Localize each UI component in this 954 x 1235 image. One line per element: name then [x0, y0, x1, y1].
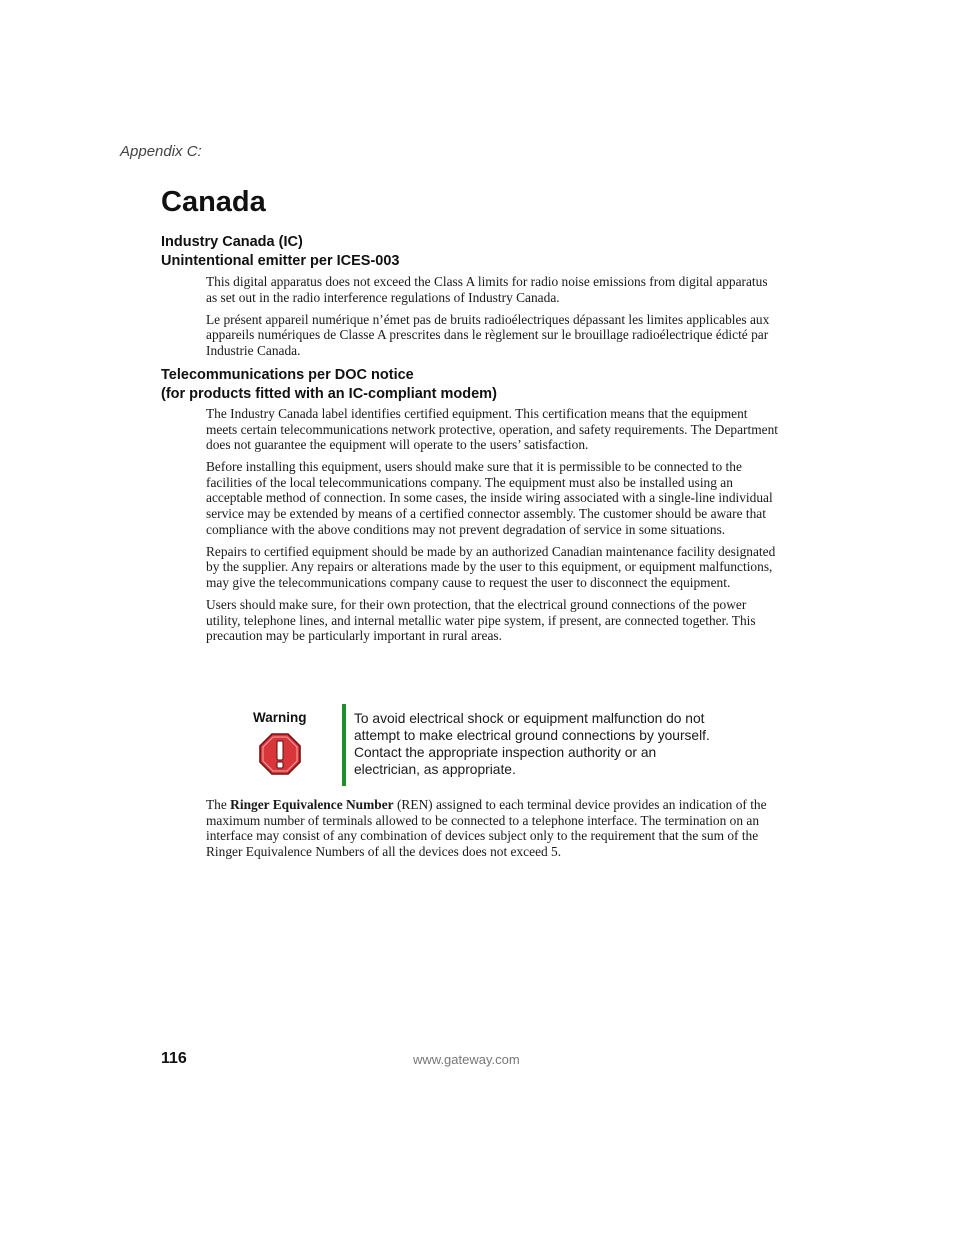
page-title: Canada	[161, 186, 266, 218]
section2-heading-line1: Telecommunications per DOC notice	[161, 367, 414, 383]
paragraph: Users should make sure, for their own protection, that the electrical ground connections of the power utility, telephone lines, and internal metallic water pipe system, if present, are connected together. This precaution may be particularly important in rural areas.	[206, 597, 756, 644]
section1-heading-line1: Industry Canada (IC)	[161, 234, 303, 250]
paragraph: Le présent appareil numérique n’émet pas de bruits radioélectriques dépassant les limites applicables aux appareils numériques de Classe A prescrites dans le règlement sur le brouillage radioélectrique édicté par Industrie Canada.	[206, 311, 770, 358]
warning-stop-icon	[259, 733, 301, 775]
section2-body	[206, 406, 778, 650]
paragraph: Before installing this equipment, users should make sure that it is permissible to be connected to the facilities of the local telecommunications company. The equipment must also be installed using an acceptable method of connection. In some cases, the inside wiring associated with a single-line individual service may be extended by means of a certified connector assembly. The customer should be aware that compliance with the above conditions may not prevent degradation of service in some situations.	[206, 459, 773, 537]
section1-body	[206, 274, 778, 365]
paragraph: This digital apparatus does not exceed the Class A limits for radio noise emissions from digital apparatus as set out in the radio interference regulations of Industry Canada.	[206, 274, 768, 305]
ren-paragraph	[206, 797, 778, 866]
warning-label: Warning	[253, 710, 307, 725]
section1-heading	[161, 233, 400, 271]
section2-heading	[161, 366, 497, 404]
paragraph: The Industry Canada label identifies certified equipment. This certification means that the equipment meets certain telecommunications network protective, operation, and safety requirements. The Department does not guarantee the equipment will operate to the users’ satisfaction.	[206, 406, 778, 453]
website-url: www.gateway.com	[413, 1052, 520, 1067]
warning-text: To avoid electrical shock or equipment malfunction do not attempt to make electrical ground connections by yourself. Contact the appropriate inspection authority or an electrician, as appropriate.	[354, 711, 710, 777]
section2-heading-line2: (for products fitted with an IC-compliant modem)	[161, 386, 497, 402]
section1-heading-line2: Unintentional emitter per ICES-003	[161, 253, 400, 269]
warning-bar	[342, 704, 346, 786]
ren-suffix: (REN) assigned to each terminal device provides an indication of the maximum number of terminals allowed to be connected to a telephone interface. The termination on an interface may consist of any combination of devices subject only to the requirement that the sum of the Ringer Equivalence Numbers of all the devices does not exceed 5.	[206, 797, 767, 859]
ren-term: Ringer Equivalence Number	[230, 797, 394, 812]
paragraph: Repairs to certified equipment should be made by an authorized Canadian maintenance facility designated by the supplier. Any repairs or alterations made by the user to this equipment, or equipment malfunctions, may give the telecommunications company cause to request the user to disconnect the equipment.	[206, 543, 776, 590]
appendix-label: Appendix C:	[120, 143, 202, 160]
page-number: 116	[161, 1050, 187, 1067]
ren-prefix: The	[206, 797, 231, 812]
warning-box	[250, 704, 730, 786]
